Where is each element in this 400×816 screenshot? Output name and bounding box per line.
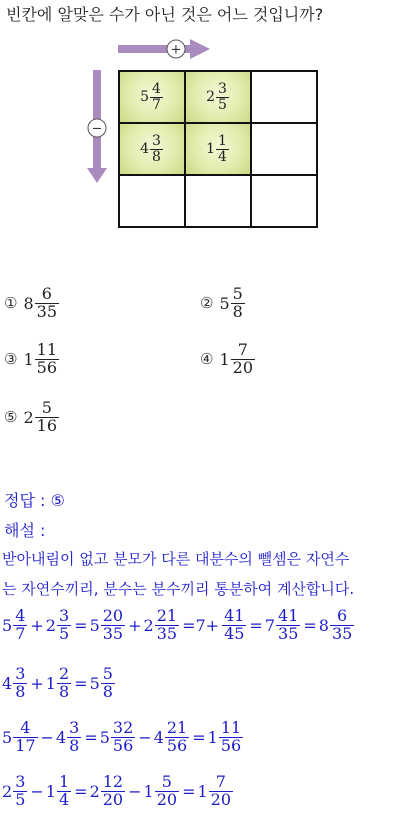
numerator: 21 [156, 606, 178, 625]
denominator: 7 [15, 623, 26, 643]
numerator: 32 [112, 718, 134, 737]
fraction [150, 82, 163, 112]
numerator: 5 [232, 284, 243, 303]
explanation-label: 해설 : [4, 521, 46, 540]
mixed-number [208, 720, 245, 755]
text: 1 [206, 141, 215, 157]
denominator: 35 [331, 623, 353, 643]
fraction [276, 608, 300, 643]
text: 4 [2, 673, 13, 693]
fraction [57, 608, 71, 643]
choice-3[interactable] [4, 342, 60, 377]
denominator: 20 [232, 357, 253, 377]
operator: − [40, 727, 54, 747]
operator: − [128, 781, 142, 801]
numerator: 41 [278, 606, 299, 625]
denominator: 16 [36, 415, 57, 435]
denominator: 8 [15, 681, 26, 701]
numerator: 1 [58, 772, 70, 791]
fraction [67, 720, 81, 755]
mixed-number [90, 774, 127, 809]
denominator: 5 [15, 789, 26, 809]
choice-value [23, 286, 60, 321]
question-text: 빈칸에 알맞은 수가 아닌 것은 어느 것입니까? [6, 5, 324, 24]
text: 7 [264, 615, 276, 635]
denominator: 8 [69, 735, 80, 755]
mixed-number [2, 608, 28, 643]
operator: = [74, 781, 88, 801]
fraction [13, 774, 27, 809]
calculation-grid [118, 70, 318, 228]
grid-cell-r3c1-blank [118, 174, 186, 228]
text: 4 [55, 727, 67, 747]
numerator: 4 [20, 718, 31, 737]
answer-label: 정답 : [4, 491, 51, 510]
mixed-number [197, 774, 234, 809]
text: 2 [143, 615, 154, 635]
denominator: 56 [112, 735, 134, 755]
operator: = [303, 615, 317, 635]
operator: =7+ [182, 615, 220, 635]
operator: + [128, 615, 142, 635]
minus-label: − [91, 121, 103, 137]
choice-mark: ① [4, 294, 18, 313]
numerator: 3 [152, 132, 161, 149]
mixed-number [90, 608, 127, 643]
operator: = [74, 673, 88, 693]
numerator: 1 [218, 132, 227, 149]
numerator: 11 [220, 718, 242, 737]
text: 5 [2, 615, 13, 635]
fraction [222, 608, 246, 643]
explanation-line-2: 는 자연수끼리, 분수는 분수끼리 통분하여 계산합니다. [2, 580, 355, 598]
plus-arrow-head-icon [190, 39, 210, 59]
text: 1 [45, 673, 56, 693]
mixed-number [206, 82, 230, 112]
mixed-number [2, 774, 28, 809]
operator: = [84, 727, 98, 747]
operator: − [138, 727, 152, 747]
fraction [155, 608, 179, 643]
fraction [231, 342, 255, 377]
equation-4 [2, 774, 234, 809]
numerator: 3 [15, 772, 26, 791]
mixed-number [100, 720, 137, 755]
text: 5 [2, 727, 13, 747]
text: 8 [318, 615, 329, 635]
choice-mark: ③ [4, 350, 18, 369]
mixed-number [46, 774, 72, 809]
fraction [216, 82, 229, 112]
grid-cell-r3c3-blank [250, 174, 318, 228]
text: 1 [197, 781, 208, 801]
fraction [101, 608, 125, 643]
denominator: 5 [218, 96, 227, 113]
choice-value [23, 400, 60, 435]
choice-1[interactable] [4, 286, 60, 321]
numerator: 12 [102, 772, 124, 791]
text: 1 [207, 727, 218, 747]
text: 1 [23, 349, 34, 369]
numerator: 2 [58, 664, 70, 683]
mixed-number [46, 666, 72, 701]
fraction [101, 666, 115, 701]
numerator: 4 [15, 606, 26, 625]
choice-mark: ⑤ [4, 408, 18, 427]
choice-value [23, 342, 60, 377]
text: 5 [89, 673, 100, 693]
text: 2 [89, 781, 100, 801]
text: 5 [99, 727, 110, 747]
mixed-number [206, 134, 230, 164]
text: 5 [219, 293, 230, 313]
numerator: 7 [215, 772, 226, 791]
text: 4 [140, 141, 149, 157]
denominator: 5 [58, 623, 70, 643]
operator: = [74, 615, 88, 635]
fraction [13, 666, 27, 701]
numerator: 41 [224, 606, 245, 625]
choice-value [219, 286, 245, 321]
numerator: 3 [69, 718, 80, 737]
numerator: 11 [36, 340, 57, 359]
fraction [330, 608, 354, 643]
text: 2 [2, 781, 13, 801]
denominator: 35 [102, 623, 124, 643]
answer-line [4, 488, 65, 511]
grid-cell-r1c1 [118, 70, 186, 124]
fraction [216, 134, 229, 164]
text: 8 [23, 293, 34, 313]
numerator: 7 [237, 340, 248, 359]
equation-2 [2, 666, 116, 701]
fraction [165, 720, 189, 755]
operator: − [30, 781, 44, 801]
operator: = [249, 615, 263, 635]
grid-cell-r3c2-blank [184, 174, 252, 228]
denominator: 17 [15, 735, 36, 755]
grid-cell-r2c1 [118, 122, 186, 176]
numerator: 5 [161, 772, 172, 791]
mixed-number [154, 720, 191, 755]
denominator: 35 [278, 623, 299, 643]
denominator: 20 [156, 789, 178, 809]
grid-cell-r2c3-blank [250, 122, 318, 176]
numerator: 21 [166, 718, 188, 737]
fraction [57, 774, 71, 809]
operator: + [30, 615, 44, 635]
fraction [35, 400, 59, 435]
equation-1 [2, 608, 355, 643]
operator: = [192, 727, 206, 747]
fraction [57, 666, 71, 701]
denominator: 35 [156, 623, 178, 643]
denominator: 4 [218, 148, 227, 165]
operator: + [30, 673, 44, 693]
denominator: 8 [232, 301, 243, 321]
denominator: 8 [152, 148, 161, 165]
numerator: 3 [218, 80, 227, 97]
denominator: 20 [102, 789, 124, 809]
choice-5[interactable] [4, 400, 60, 435]
choice-4[interactable] [200, 342, 256, 377]
numerator: 20 [102, 606, 124, 625]
text: 1 [143, 781, 154, 801]
grid-cell-r1c2 [184, 70, 252, 124]
mixed-number [90, 666, 116, 701]
mixed-number [2, 720, 39, 755]
denominator: 8 [102, 681, 113, 701]
mixed-number [56, 720, 82, 755]
text: 2 [23, 407, 34, 427]
text: 5 [89, 615, 100, 635]
text: 4 [153, 727, 164, 747]
minus-arrow-head-icon [87, 168, 107, 183]
mixed-number [140, 82, 164, 112]
answer-value: ⑤ [50, 491, 65, 510]
numerator: 6 [337, 606, 348, 625]
mixed-number [265, 608, 302, 643]
fraction [155, 774, 179, 809]
fraction [231, 286, 245, 321]
fraction [111, 720, 135, 755]
fraction [13, 720, 37, 755]
fraction [35, 286, 59, 321]
mixed-number [319, 608, 356, 643]
numerator: 5 [41, 398, 52, 417]
text: 2 [206, 89, 215, 105]
grid-cell-r1c3-blank [250, 70, 318, 124]
denominator: 20 [210, 789, 232, 809]
fraction [209, 774, 233, 809]
mixed-number [46, 608, 72, 643]
fraction [13, 608, 27, 643]
numerator: 5 [102, 664, 113, 683]
fraction [101, 774, 125, 809]
fraction [35, 342, 59, 377]
mixed-number [2, 666, 28, 701]
text: 1 [219, 349, 230, 369]
mixed-number [144, 774, 181, 809]
denominator: 56 [36, 357, 57, 377]
choice-mark: ④ [200, 350, 214, 369]
denominator: 4 [58, 789, 70, 809]
mixed-number [144, 608, 181, 643]
operator: = [182, 781, 196, 801]
equation-3 [2, 720, 244, 755]
numerator: 6 [41, 284, 52, 303]
plus-label: + [170, 42, 182, 58]
numerator: 3 [15, 664, 26, 683]
choice-value [219, 342, 256, 377]
denominator: 7 [152, 96, 161, 113]
denominator: 56 [220, 735, 242, 755]
choice-2[interactable] [200, 286, 246, 321]
denominator: 8 [58, 681, 70, 701]
denominator: 35 [36, 301, 57, 321]
fraction [219, 720, 243, 755]
fraction [150, 134, 163, 164]
text: 2 [45, 615, 56, 635]
numerator: 4 [152, 80, 161, 97]
denominator: 56 [166, 735, 188, 755]
text: 1 [45, 781, 56, 801]
numerator: 3 [58, 606, 70, 625]
denominator: 45 [224, 623, 245, 643]
grid-cell-r2c2 [184, 122, 252, 176]
explanation-line-1: 받아내림이 없고 분모가 다른 대분수의 뺄셈은 자연수 [2, 550, 350, 568]
choice-mark: ② [200, 294, 214, 313]
text: 5 [140, 89, 149, 105]
mixed-number [140, 134, 164, 164]
